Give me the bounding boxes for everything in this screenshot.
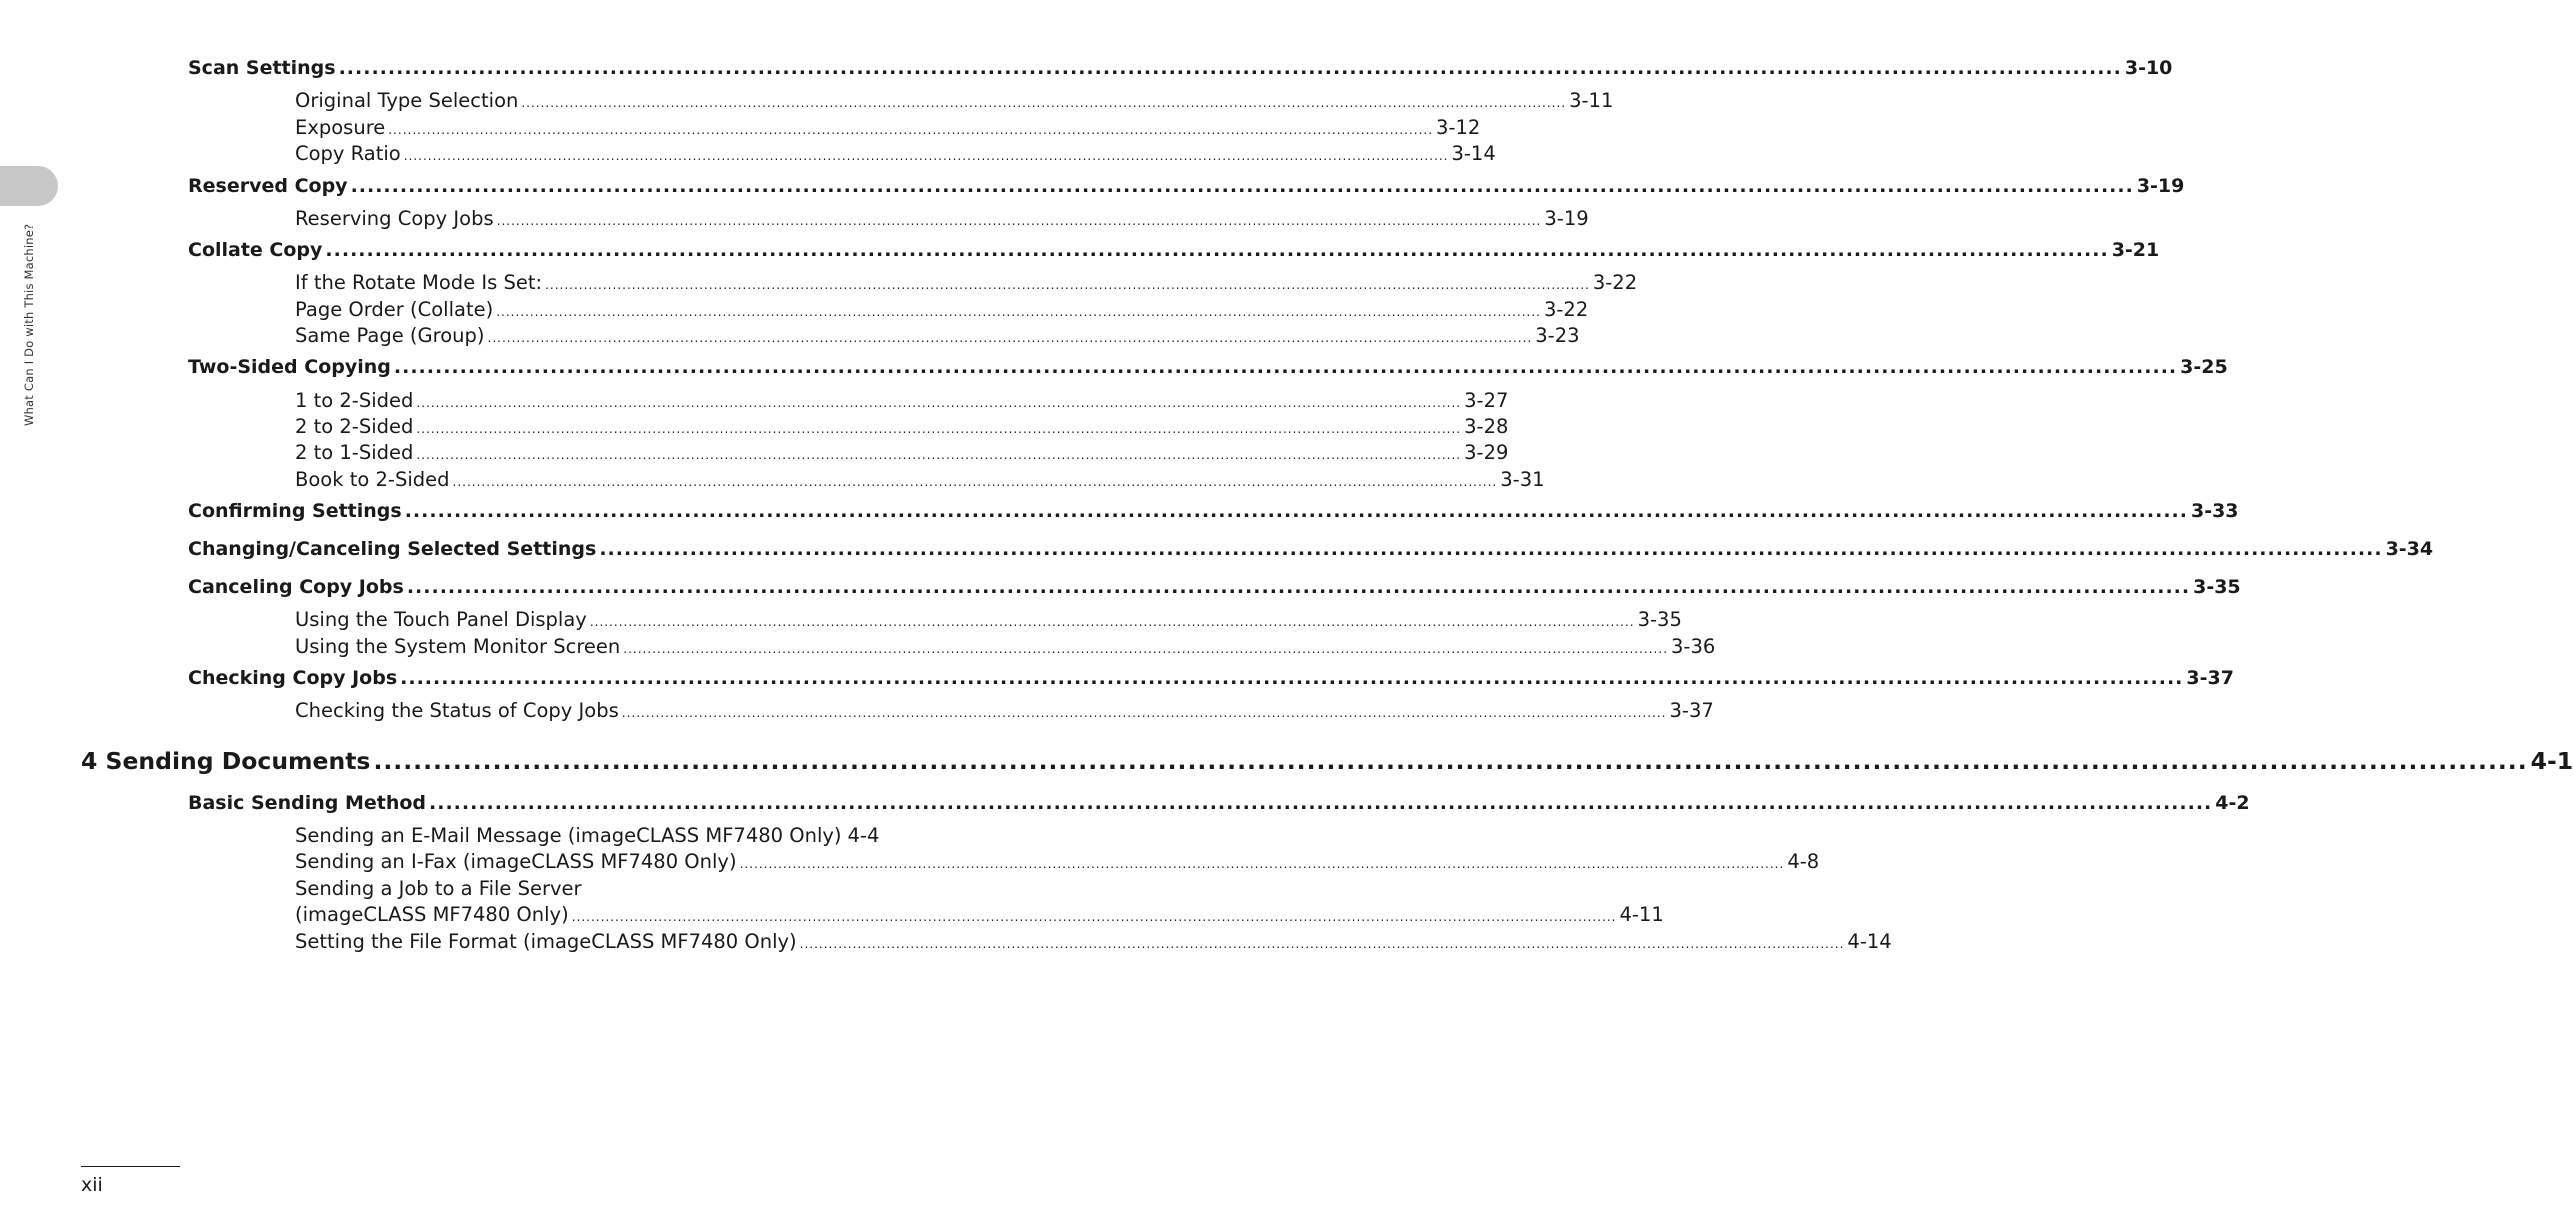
toc-page: 3-25 — [2180, 356, 2228, 378]
toc-title: (imageCLASS MF7480 Only) — [295, 903, 569, 926]
toc-section-scan-settings[interactable] — [188, 57, 2173, 79]
toc-page: 3-19 — [1544, 207, 1589, 230]
dot-leader: ......................................................................................................................................................................................................................... — [350, 175, 2134, 197]
toc-title: Page Order (Collate) — [295, 298, 494, 321]
dot-leader: ......................................................................................................................................................................................................................... — [404, 500, 2188, 522]
toc-title: Reserved Copy — [188, 175, 348, 197]
toc-page: 4-8 — [1787, 850, 1820, 873]
toc-section-checking-copy-jobs[interactable] — [188, 667, 2234, 689]
toc-subsection-sending-ifax[interactable] — [295, 850, 1820, 873]
toc-subsection-system-monitor-screen[interactable] — [295, 635, 1716, 658]
toc-page: 3-37 — [2186, 667, 2234, 689]
toc-title: 2 to 2-Sided — [295, 415, 414, 438]
toc-section-collate-copy[interactable] — [188, 239, 2160, 261]
dot-leader: ......................................................................................................................................................................................................................... — [496, 305, 1541, 319]
toc-page: 4-4 — [847, 824, 880, 847]
toc-subsection-touch-panel-display[interactable] — [295, 608, 1682, 631]
toc-title: Using the Touch Panel Display — [295, 608, 587, 631]
dot-leader: ......................................................................................................................................................................................................................... — [416, 448, 1462, 462]
toc-page: 3-27 — [1464, 389, 1509, 412]
toc-title: Two-Sided Copying — [188, 356, 391, 378]
toc-subsection-sending-email[interactable] — [295, 824, 880, 847]
dot-leader: ......................................................................................................................................................................................................................... — [416, 422, 1462, 436]
dot-leader: ......................................................................................................................................................................................................................... — [406, 576, 2191, 598]
toc-title: Original Type Selection — [295, 89, 519, 112]
dot-leader: ......................................................................................................................................................................................................................... — [400, 667, 2184, 689]
toc-page: 4-11 — [1619, 903, 1664, 926]
toc-title: Sending an E-Mail Message (imageCLASS MF7480 Only) — [295, 824, 842, 847]
dot-leader: ......................................................................................................................................................................................................................... — [496, 214, 1542, 228]
dot-leader: ......................................................................................................................................................................................................................... — [393, 356, 2178, 378]
dot-leader: ......................................................................................................................................................................................................................... — [621, 706, 1667, 720]
dot-leader: ......................................................................................................................................................................................................................... — [403, 149, 1449, 163]
toc-title: Scan Settings — [188, 57, 336, 79]
toc-page: 3-37 — [1669, 699, 1714, 722]
toc-title: Setting the File Format (imageCLASS MF7480 Only) — [295, 930, 797, 953]
toc-subsection-2-to-2-sided[interactable] — [295, 415, 1509, 438]
dot-leader: ......................................................................................................................................................................................................................... — [521, 96, 1567, 110]
toc-page: 3-22 — [1543, 298, 1589, 321]
toc-title: Canceling Copy Jobs — [188, 576, 404, 598]
dot-leader: ......................................................................................................................................................................................................................... — [623, 642, 1669, 656]
toc-title: Collate Copy — [188, 239, 323, 261]
toc-page: 3-36 — [1671, 635, 1716, 658]
toc-title: 4 Sending Documents — [81, 747, 371, 775]
toc-subsection-book-to-2-sided[interactable] — [295, 468, 1545, 491]
toc-page: 3-34 — [2385, 538, 2434, 560]
toc-page: 3-14 — [1451, 142, 1496, 165]
toc-section-confirming-settings[interactable] — [188, 500, 2239, 522]
toc-subsection-status-of-copy-jobs[interactable] — [295, 699, 1714, 722]
footer-rule — [81, 1166, 180, 1167]
toc-subsection-reserving-copy-jobs[interactable] — [295, 207, 1589, 230]
toc-page: 3-21 — [2111, 239, 2160, 261]
toc-chapter-sending-documents[interactable] — [81, 747, 2573, 775]
toc-title: Same Page (Group) — [295, 324, 485, 347]
toc-page: 3-31 — [1500, 468, 1545, 491]
chapter-tab-label: What Can I Do with This Machine? — [22, 223, 36, 426]
toc-page: 3-22 — [1592, 271, 1638, 294]
dot-leader: ......................................................................................................................................................................................................................... — [373, 747, 2528, 775]
toc-title: Basic Sending Method — [188, 792, 427, 814]
toc-title: If the Rotate Mode Is Set: — [295, 271, 543, 294]
toc-page: 4-2 — [2215, 792, 2250, 814]
toc-page: 3-23 — [1535, 324, 1580, 347]
toc-title: 2 to 1-Sided — [295, 441, 414, 464]
toc-title: Using the System Monitor Screen — [295, 635, 621, 658]
dot-leader: ......................................................................................................................................................................................................................... — [545, 278, 1590, 292]
toc-section-basic-sending-method[interactable] — [188, 792, 2250, 814]
dot-leader: ......................................................................................................................................................................................................................... — [452, 475, 1498, 489]
page-number: xii — [81, 1174, 103, 1196]
dot-leader: ......................................................................................................................................................................................................................... — [739, 857, 1785, 871]
dot-leader: ......................................................................................................................................................................................................................... — [571, 910, 1617, 924]
toc-subsection-rotate-mode[interactable] — [295, 271, 1638, 294]
toc-page: 3-11 — [1569, 89, 1614, 112]
toc-page: 3-29 — [1464, 441, 1509, 464]
chapter-tab — [0, 166, 58, 206]
toc-title: Checking the Status of Copy Jobs — [295, 699, 619, 722]
toc-section-two-sided-copying[interactable] — [188, 356, 2228, 378]
dot-leader: ......................................................................................................................................................................................................................... — [599, 538, 2383, 560]
toc-title: Copy Ratio — [295, 142, 401, 165]
toc-section-changing-canceling-settings[interactable] — [188, 538, 2434, 560]
dot-leader: ......................................................................................................................................................................................................................... — [416, 396, 1462, 410]
toc-section-canceling-copy-jobs[interactable] — [188, 576, 2241, 598]
dot-leader: ......................................................................................................................................................................................................................... — [799, 937, 1845, 951]
toc-page: 3-12 — [1436, 116, 1481, 139]
toc-subsection-file-server[interactable] — [295, 903, 1664, 926]
toc-page: 4-1 — [2530, 747, 2573, 775]
toc-subsection-exposure[interactable] — [295, 116, 1481, 139]
toc-title: 1 to 2-Sided — [295, 389, 414, 412]
toc-subsection-same-page[interactable] — [295, 324, 1580, 347]
dot-leader: ......................................................................................................................................................................................................................... — [388, 123, 1434, 137]
toc-title: Sending an I-Fax (imageCLASS MF7480 Only) — [295, 850, 737, 873]
toc-subsection-page-order[interactable] — [295, 298, 1589, 321]
toc-subsection-1-to-2-sided[interactable] — [295, 389, 1509, 412]
toc-page: 3-19 — [2136, 175, 2185, 197]
toc-title: Checking Copy Jobs — [188, 667, 398, 689]
toc-title: Book to 2-Sided — [295, 468, 450, 491]
toc-page: 3-35 — [2193, 576, 2241, 598]
toc-title: Reserving Copy Jobs — [295, 207, 494, 230]
toc-page: 3-10 — [2124, 57, 2173, 79]
toc-section-reserved-copy[interactable] — [188, 175, 2185, 197]
dot-leader: ......................................................................................................................................................................................................................... — [589, 615, 1635, 629]
toc-title: Confirming Settings — [188, 500, 402, 522]
toc-subsection-copy-ratio[interactable] — [295, 142, 1496, 165]
toc-page: 3-35 — [1637, 608, 1682, 631]
dot-leader: ......................................................................................................................................................................................................................... — [325, 239, 2109, 261]
toc-page: 3-33 — [2190, 500, 2239, 522]
toc-subsection-file-format[interactable] — [295, 930, 1892, 953]
toc-page: 4-14 — [1847, 930, 1892, 953]
dot-leader: ......................................................................................................................................................................................................................... — [338, 57, 2122, 79]
toc-subsection-original-type-selection[interactable] — [295, 89, 1614, 112]
toc-title: Exposure — [295, 116, 386, 139]
toc-title: Changing/Canceling Selected Settings — [188, 538, 597, 560]
toc-page: 3-28 — [1464, 415, 1509, 438]
toc-subsection-2-to-1-sided[interactable] — [295, 441, 1509, 464]
dot-leader: ......................................................................................................................................................................................................................... — [487, 331, 1533, 345]
toc-subsection-file-server-line1[interactable]: Sending a Job to a File Server — [295, 877, 582, 900]
dot-leader: ......................................................................................................................................................................................................................... — [429, 792, 2213, 814]
